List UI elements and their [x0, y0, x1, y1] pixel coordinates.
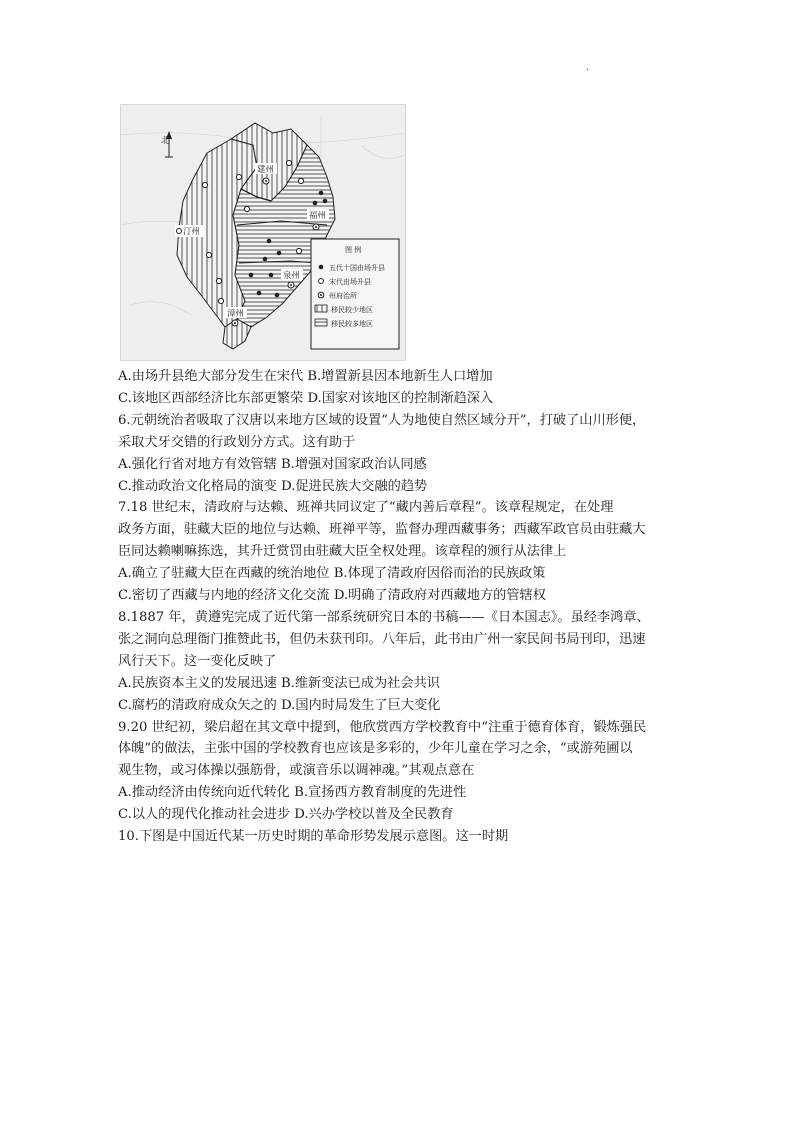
- svg-text:泉州: 泉州: [283, 271, 301, 281]
- north-label: 北: [161, 136, 170, 146]
- svg-text:福州: 福州: [309, 211, 327, 221]
- question-8-stem: 风行天下。这一变化反映了: [118, 653, 277, 669]
- question-9-stem: 9.20 世纪初，梁启超在其文章中提到，他欣赏西方学校教育中“注重于德育体育，锻炼强民: [118, 719, 647, 735]
- question-7-stem: 臣同达赖喇嘛拣选，其升迁赏罚由驻藏大臣全权处理。该章程的颁行从法律上: [118, 544, 567, 560]
- option-line: A.强化行省对地方有效管辖 B.增强对国家政治认同感: [118, 456, 427, 472]
- svg-text:州府治所: 州府治所: [329, 292, 357, 300]
- option-line: C.该地区西部经济比东部更繁荣 D.国家对该地区的控制渐趋深入: [118, 390, 494, 406]
- svg-text:汀州: 汀州: [183, 227, 201, 237]
- option-line: C.密切了西藏与内地的经济文化交流 D.明确了清政府对西藏地方的管辖权: [118, 588, 546, 604]
- svg-text:宋代由场升县: 宋代由场升县: [329, 278, 371, 286]
- legend-title: 图 例: [345, 246, 362, 254]
- fujian-migration-map: [120, 104, 406, 361]
- question-6-stem: 6.元朝统治者吸取了汉唐以来地方区域的设置“人为地使自然区域分开”，打破了山川形便，: [118, 412, 646, 428]
- question-7-stem: 政务方面，驻藏大臣的地位与达赖、班禅平等，监督办理西藏事务；西藏军政官员由驻藏大: [118, 522, 646, 538]
- corner-mark: .: [586, 62, 590, 73]
- place-tingzhou: [175, 225, 203, 237]
- svg-text:五代十国由场升县: 五代十国由场升县: [329, 264, 385, 272]
- map-svg: [121, 105, 405, 360]
- question-6-stem: 采取犬牙交错的行政划分方式。这有助于: [118, 434, 356, 450]
- svg-text:建州: 建州: [257, 165, 275, 175]
- option-line: C.腐朽的清政府成众矢之的 D.国内时局发生了巨大变化: [118, 697, 441, 713]
- svg-text:移民较多地区: 移民较多地区: [331, 320, 373, 328]
- option-line: C.以人的现代化推动社会进步 D.兴办学校以普及全民教育: [118, 807, 454, 823]
- question-10-stem: 10.下图是中国近代某一历史时期的革命形势发展示意图。这一时期: [118, 829, 509, 845]
- question-9-stem: 观生物，或习体操以强筋骨，或演音乐以调神魂。”其观点意在: [118, 763, 475, 779]
- option-line: A.民族资本主义的发展迅速 B.维新变法已成为社会共识: [118, 675, 440, 691]
- option-line: C.推动政治文化格局的演变 D.促进民族大交融的趋势: [118, 478, 428, 494]
- map-legend: [311, 239, 399, 349]
- question-9-stem: 体魄”的做法，主张中国的学校教育也应该是多彩的，少年儿童在学习之余，“或游苑圃以: [118, 741, 633, 757]
- question-8-stem: 8.1887 年，黄遵宪完成了近代第一部系统研究日本的书稿——《日本国志》。虽经李鸿章、: [118, 609, 650, 625]
- svg-text:移民较少地区: 移民较少地区: [331, 306, 373, 314]
- option-line: A.由场升县绝大部分发生在宋代 B.增置新县因本地新生人口增加: [118, 369, 493, 384]
- question-8-stem: 张之洞向总理衙门推赞此书，但仍未获刊印。八年后，此书由广州一家民间书局刊印，迅速: [118, 631, 646, 647]
- svg-text:漳州: 漳州: [227, 309, 245, 319]
- option-line: A.推动经济由传统向近代转化 B.宣扬西方教育制度的先进性: [118, 785, 467, 801]
- option-line: A.确立了驻藏大臣在西藏的统治地位 B.体现了清政府因俗而治的民族政策: [118, 566, 546, 582]
- question-text: [118, 366, 678, 848]
- question-7-stem: 7.18 世纪末，清政府与达赖、班禅共同议定了“藏内善后章程”。该章程规定，在处理: [118, 500, 614, 516]
